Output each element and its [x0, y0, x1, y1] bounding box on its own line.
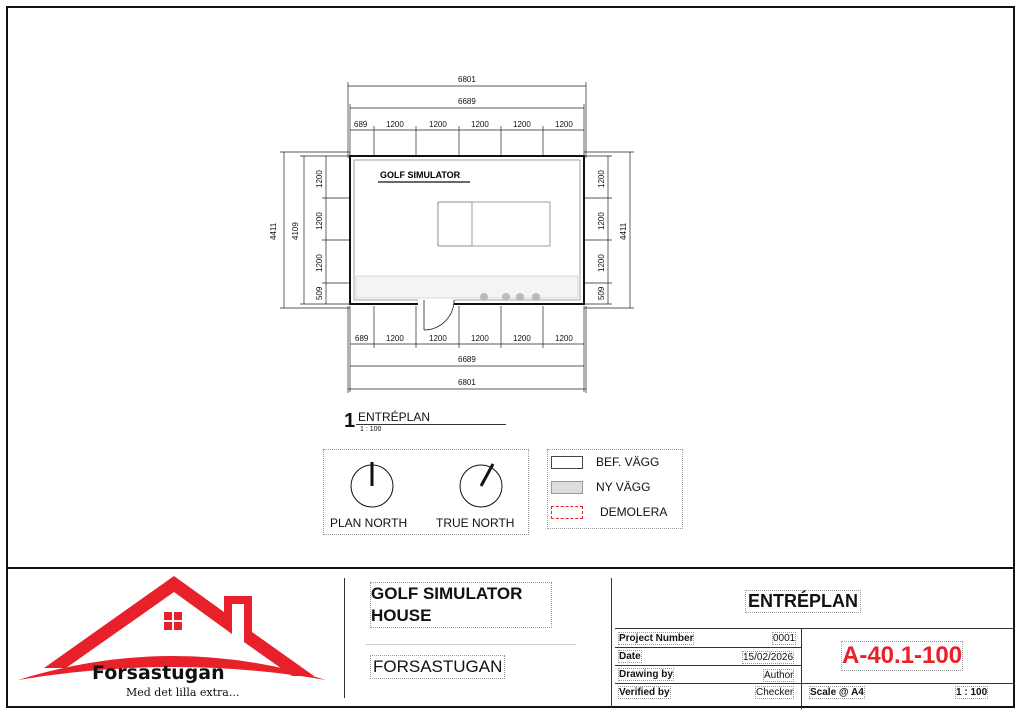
legend-label-new: NY VÄGG — [596, 480, 651, 494]
dim-right-seg-3: 509 — [597, 286, 606, 300]
dim-left-seg-3: 509 — [315, 286, 324, 300]
dim-inner-bottom: 6689 — [458, 355, 476, 364]
dim-bottom-seg-4: 1200 — [513, 334, 531, 343]
dim-left-overall: 4411 — [269, 222, 278, 240]
project-title: GOLF SIMULATOR HOUSE — [370, 582, 552, 628]
dim-bottom-seg-3: 1200 — [471, 334, 489, 343]
row-value-project-number: 0001 — [773, 633, 796, 644]
room-label: GOLF SIMULATOR — [380, 170, 461, 180]
true-north-arrow — [481, 464, 493, 486]
view-name: ENTRÉPLAN — [358, 410, 431, 424]
titleblock-divider — [6, 567, 1015, 569]
dim-inner-top: 6689 — [458, 97, 476, 106]
row-value-date: 15/02/2026 — [743, 652, 794, 663]
dim-top-seg-2: 1200 — [429, 120, 447, 129]
north-arrows — [323, 449, 529, 535]
logo-tagline: Med det lilla extra... — [126, 686, 240, 699]
tb-separator-1 — [344, 578, 345, 698]
legend-label-demolish: DEMOLERA — [600, 505, 668, 519]
plan-north-label: PLAN NORTH — [330, 516, 408, 530]
row-value-drawing-by: Author — [764, 670, 794, 681]
scale-value: 1 : 100 — [956, 687, 988, 698]
row-label-date: Date — [619, 651, 641, 662]
dim-right-seg-0: 1200 — [597, 170, 606, 188]
dim-top-seg-0: 689 — [354, 120, 368, 129]
dim-top-seg-3: 1200 — [471, 120, 489, 129]
dim-right-seg-2: 1200 — [597, 254, 606, 272]
scale-label: Scale @ A4 — [810, 687, 864, 698]
view-number: 1 — [344, 410, 356, 432]
titleblock-table — [615, 628, 1015, 709]
dim-left-seg-1: 1200 — [315, 212, 324, 230]
dim-bottom-seg-2: 1200 — [429, 334, 447, 343]
sheet-name: ENTRÉPLAN — [745, 590, 861, 613]
dim-overall-bottom: 6801 — [458, 378, 476, 387]
row-value-verified-by: Checker — [756, 687, 794, 698]
dim-bottom-seg-1: 1200 — [386, 334, 404, 343]
dim-top-seg-1: 1200 — [386, 120, 404, 129]
legend-swatch-new — [551, 481, 583, 494]
dim-top-seg-4: 1200 — [513, 120, 531, 129]
true-north-label: TRUE NORTH — [436, 516, 515, 530]
row-label-drawing-by: Drawing by — [619, 669, 673, 680]
dim-bottom-seg-5: 1200 — [555, 334, 573, 343]
dim-right-seg-1: 1200 — [597, 212, 606, 230]
dim-left-inner: 4109 — [291, 222, 300, 240]
tb-separator-3 — [366, 644, 576, 645]
dim-left-seg-0: 1200 — [315, 170, 324, 188]
dim-bottom-seg-0: 689 — [355, 334, 369, 343]
legend-swatch-existing — [551, 456, 583, 469]
row-label-project-number: Project Number — [619, 633, 694, 644]
sheet-number: A-40.1-100 — [842, 642, 963, 669]
company-logo — [14, 572, 332, 704]
dim-right-overall: 4411 — [619, 222, 628, 240]
view-title — [342, 408, 462, 436]
dim-left-seg-2: 1200 — [315, 254, 324, 272]
tb-separator-2 — [611, 578, 612, 708]
row-label-verified-by: Verified by — [619, 687, 670, 698]
legend-label-existing: BEF. VÄGG — [596, 455, 660, 469]
legend — [547, 449, 683, 529]
dim-overall-top: 6801 — [458, 75, 476, 84]
view-scale: 1 : 100 — [360, 426, 382, 433]
legend-swatch-demolish — [551, 506, 583, 519]
dim-top-seg-5: 1200 — [555, 120, 573, 129]
logo-brand: Forsastugan — [92, 662, 225, 684]
client-name: FORSASTUGAN — [370, 655, 505, 679]
